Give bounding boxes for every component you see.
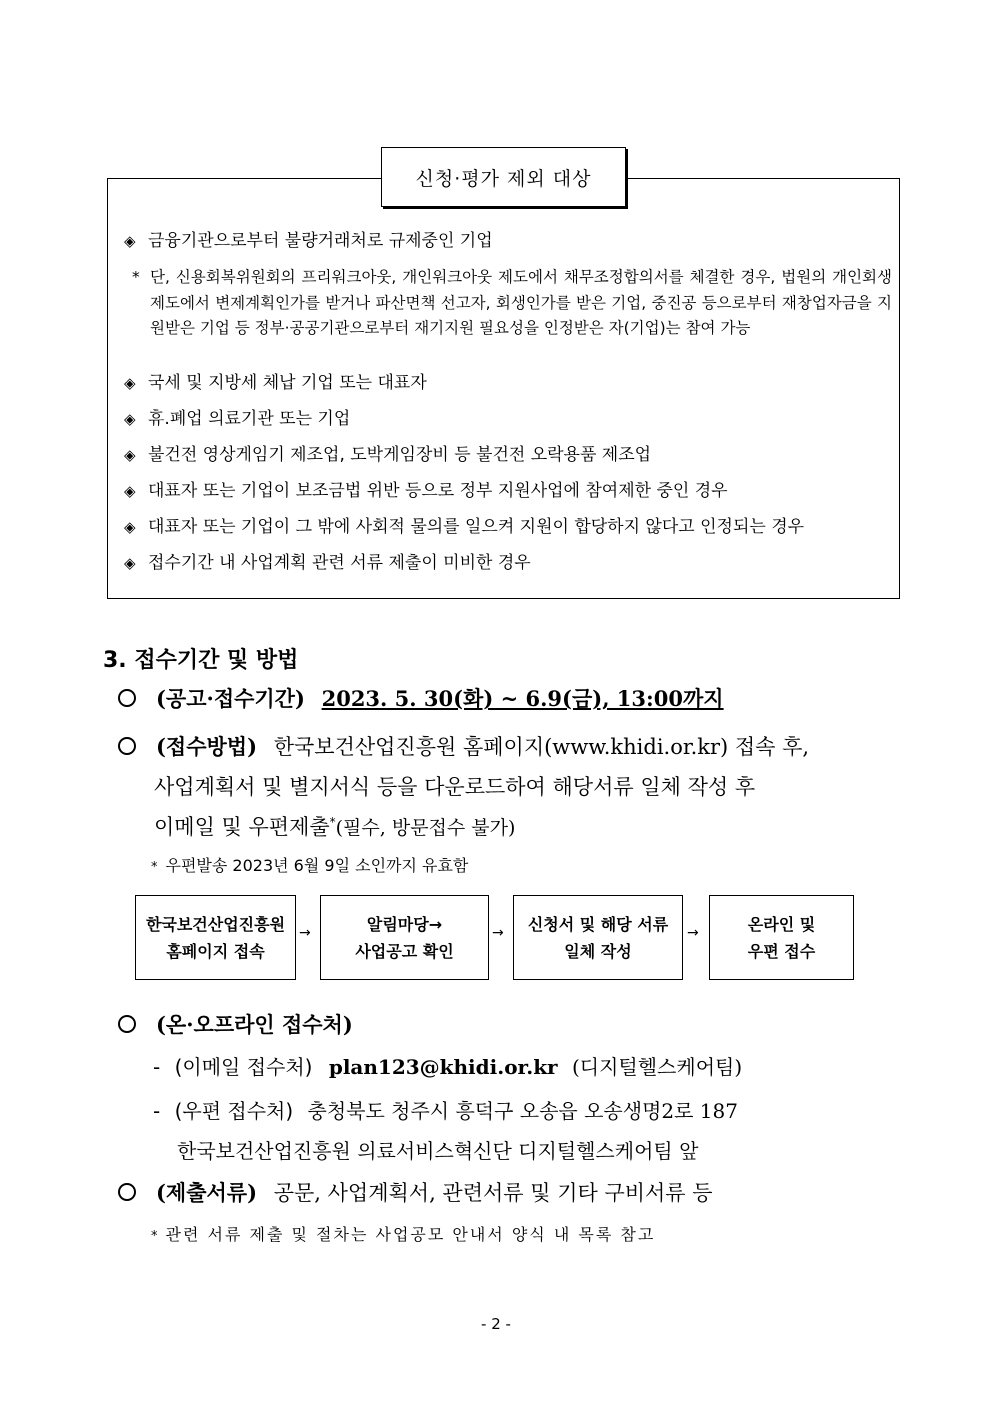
email-address: plan123@khidi.or.kr — [328, 1055, 558, 1079]
flow-arrow-icon: → — [492, 925, 504, 941]
post-line: - (우편 접수처) 충청북도 청주시 흥덕구 오송읍 오송생명2로 187 — [153, 1099, 738, 1123]
flow-step: 한국보건산업진흥원 홈페이지 접속 — [135, 895, 296, 980]
method-note: * 우편발송 2023년 6월 9일 소인까지 유효함 — [151, 856, 469, 875]
diamond-bullet-icon: ◈ — [124, 518, 136, 536]
diamond-bullet-icon: ◈ — [124, 374, 136, 392]
diamond-bullet-icon: ◈ — [124, 446, 136, 464]
circle-bullet-icon — [118, 1015, 136, 1033]
flow-arrow-icon: → — [687, 925, 699, 941]
exclusion-item: ◈ 대표자 또는 기업이 그 밖에 사회적 물의를 일으켜 지원이 합당하지 않다고 인정되는 경우 — [124, 517, 805, 537]
asterisk-icon: * — [132, 268, 140, 286]
diamond-bullet-icon: ◈ — [124, 232, 136, 250]
exclusion-item: ◈ 접수기간 내 사업계획 관련 서류 제출이 미비한 경우 — [124, 553, 531, 573]
period-line: (공고·접수기간) 2023. 5. 30(화) ~ 6.9(금), 13:00까지 — [118, 683, 724, 713]
flow-arrow-icon: → — [299, 925, 311, 941]
flow-step: 알림마당→ 사업공고 확인 — [320, 895, 489, 980]
exclusion-item: ◈ 불건전 영상게임기 제조업, 도박게임장비 등 불건전 오락용품 제조업 — [124, 445, 652, 465]
exclusion-item: ◈ 대표자 또는 기업이 보조금법 위반 등으로 정부 지원사업에 참여제한 중인 경우 — [124, 481, 728, 501]
method-line2: 사업계획서 및 별지서식 등을 다운로드하여 해당서류 일체 작성 후 — [154, 775, 756, 799]
circle-bullet-icon — [118, 737, 136, 755]
circle-bullet-icon — [118, 689, 136, 707]
section-heading: 3. 접수기간 및 방법 — [103, 648, 299, 673]
diamond-bullet-icon: ◈ — [124, 482, 136, 500]
exclusion-item: ◈ 국세 및 지방세 체납 기업 또는 대표자 — [124, 373, 427, 393]
post-recipient: 한국보건산업진흥원 의료서비스혁신단 디지털헬스케어팀 앞 — [177, 1139, 699, 1163]
exclusion-note: * 단, 신용회복위원회의 프리워크아웃, 개인워크아웃 제도에서 채무조정합의서를 체결한 경우, 법원의 개인회생제도에서 변제계획인가를 받거나 파산면책 선고자, 회생인가를 받은 기업, 중진공 등으로부터 재창업자금을 지원받은 기업 등 정부·공공기관으로부터 재기지원 필요성을 인정받은 자(기업)는 참여 가능 — [132, 265, 892, 342]
diamond-bullet-icon: ◈ — [124, 554, 136, 572]
diamond-bullet-icon: ◈ — [124, 410, 136, 428]
documents-note: * 관련 서류 제출 및 절차는 사업공모 안내서 양식 내 목록 참고 — [151, 1225, 656, 1244]
page-number: - 2 - — [481, 1315, 511, 1333]
exclusion-item: ◈ 휴.폐업 의료기관 또는 기업 — [124, 409, 351, 429]
documents-line: (제출서류) 공문, 사업계획서, 관련서류 및 기타 구비서류 등 — [118, 1177, 713, 1207]
method-line3: 이메일 및 우편제출*(필수, 방문접수 불가) — [154, 815, 516, 839]
method-line: (접수방법) 한국보건산업진흥원 홈페이지(www.khidi.or.kr) 접속 후, — [118, 731, 809, 761]
circle-bullet-icon — [118, 1183, 136, 1201]
exclusion-item: ◈ 금융기관으로부터 불량거래처로 규제중인 기업 — [124, 231, 493, 251]
email-line: - (이메일 접수처) plan123@khidi.or.kr (디지털헬스케어팀) — [153, 1055, 743, 1079]
flow-step: 온라인 및 우편 접수 — [709, 895, 854, 980]
exclusion-title: 신청·평가 제외 대상 — [381, 147, 626, 207]
flow-step: 신청서 및 해당 서류 일체 작성 — [513, 895, 683, 980]
reception-line: (온·오프라인 접수처) — [118, 1009, 353, 1039]
